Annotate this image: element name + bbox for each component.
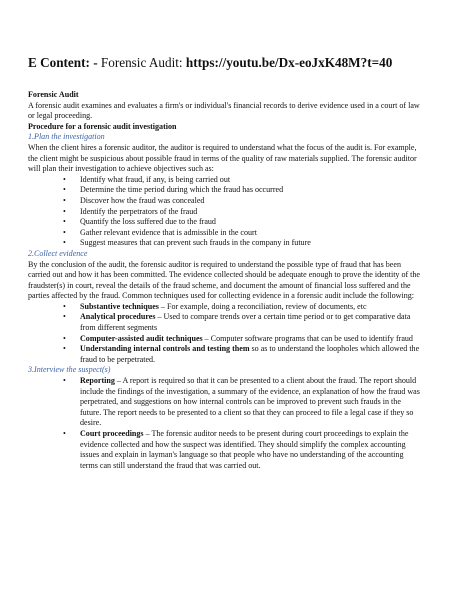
list-item [80, 376, 422, 429]
list-item: • Determine the time period during which the fraud has occurred [80, 185, 422, 196]
list-item [80, 312, 422, 333]
list-item [80, 334, 422, 345]
list-item: • Gather relevant evidence that is admissible in the court [80, 228, 422, 239]
interview-list [28, 376, 422, 471]
description: – The forensic auditor needs to be present during court proceedings to explain the evidence collected and how the suspect was identified. They should simplify the complex accounting issues and explain in layman's language so that people who have no understanding of the accounting terms can still understand the fraud that was carried out. [80, 429, 409, 470]
procedure-title: Procedure for a forensic audit investigation [28, 121, 177, 131]
plan-heading: 1.Plan the investigation [28, 132, 105, 142]
description: so as to understand the loopholes which allowed the fraud to be perpetrated. [80, 344, 420, 364]
intro-paragraph: A forensic audit examines and evaluates a firm's or individual's financial records to derive evidence used in a court of law or legal proceeding. [28, 100, 420, 121]
list-item: • Identify the perpetrators of the fraud [80, 207, 422, 218]
collect-techniques-list [28, 302, 422, 366]
document-body [28, 90, 422, 471]
section-title: Forensic Audit [28, 90, 79, 99]
term: Computer-assisted audit techniques [80, 333, 203, 343]
description: – A report is required so that it can be presented to a client about the fraud. The report should include the findings of the investigation, a summary of the evidence, an explanation of how the fraud was perpetrated, and suggestions on how internal controls can be improved to prevent such frauds in the future. The report needs to be presented to a client so that they can proceed to file a legal case if they so desire. [80, 376, 420, 428]
term: Court proceedings [80, 429, 144, 438]
description: – Computer software programs that can be used to identify fraud [202, 333, 413, 343]
collect-paragraph: By the conclusion of the audit, the forensic auditor is required to understand the possible type of fraud that has been carried out and how it has been committed. The evidence collected should be adequate enough to prove the identity of the fraudster(s) in court, reveal the details of the fraud scheme, and document the amount of financial loss suffered and the parties affected by the fraud. Common techniques used for collecting evidence in a forensic audit include the following: [28, 259, 421, 301]
list-item [80, 429, 422, 471]
plan-objectives-list [28, 175, 422, 249]
list-item: • Suggest measures that can prevent such frauds in the company in future [80, 238, 422, 249]
title-topic: Forensic Audit: [100, 55, 186, 70]
interview-heading: 3.Interview the suspect(s) [28, 365, 111, 375]
plan-paragraph: When the client hires a forensic auditor, the auditor is required to understand what the focus of the audit is. For example, the client might be suspicious about possible fraud in terms of the quality of raw materials supplied. The forensic auditor will plan their investigation to achieve objectives such as: [28, 142, 417, 174]
list-item: • Discover how the fraud was concealed [80, 196, 422, 207]
list-item [80, 344, 422, 365]
video-link[interactable]: https://youtu.be/Dx-eoJxK48M?t=40 [185, 55, 393, 70]
list-item [80, 302, 422, 313]
list-item: • Quantify the loss suffered due to the fraud [80, 217, 422, 228]
page-title [28, 55, 422, 71]
description: – For example, doing a reconciliation, review of documents, etc [158, 301, 367, 311]
list-item: • Identify what fraud, if any, is being carried out [80, 175, 422, 186]
description: – Used to compare trends over a certain time period or to get comparative data from different segments [80, 312, 411, 333]
term: Substantive techniques [80, 301, 159, 311]
title-prefix: E Content: - [28, 55, 101, 70]
collect-heading: 2.Collect evidence [28, 248, 88, 258]
term: Analytical procedures [80, 312, 156, 322]
term: Reporting [80, 376, 115, 386]
term: Understanding internal controls and testing them [80, 344, 250, 354]
